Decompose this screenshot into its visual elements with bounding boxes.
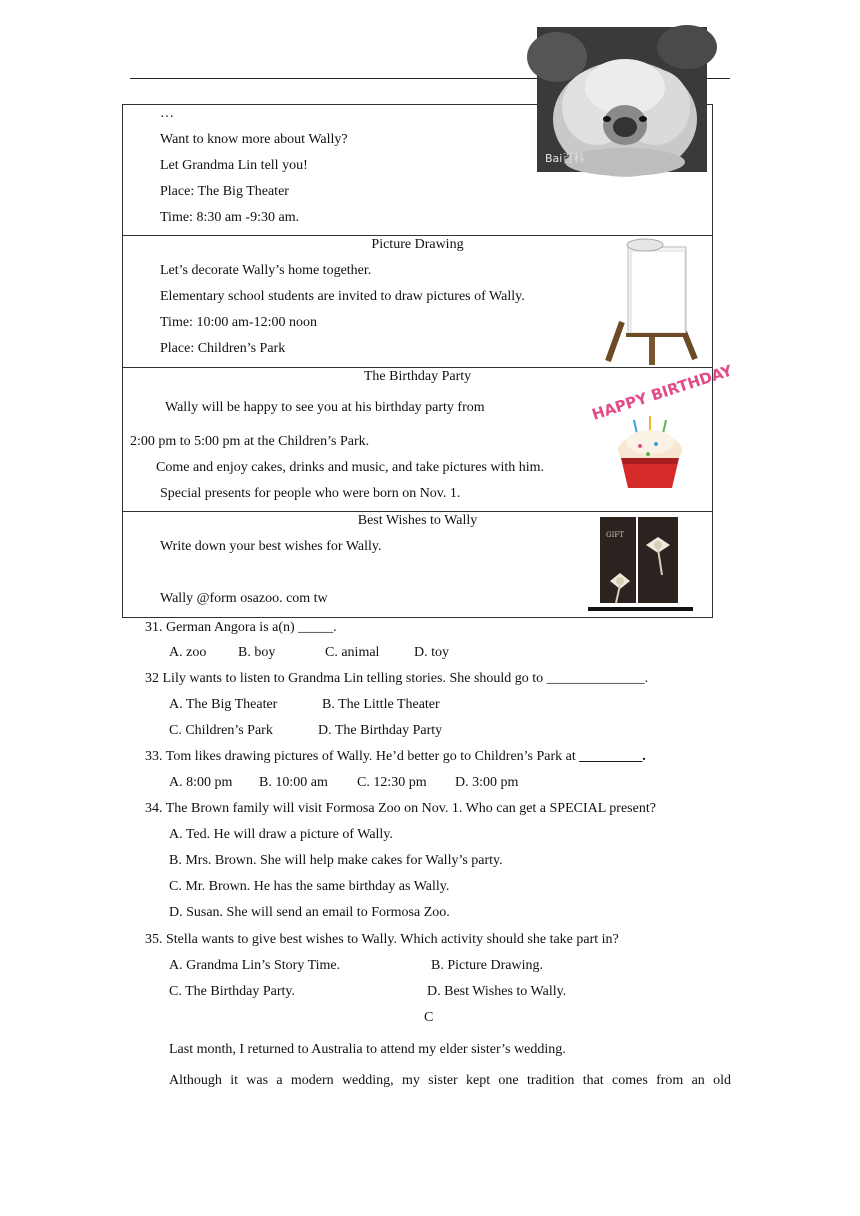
- answer-option: C. animal: [325, 645, 380, 660]
- story-line: Let Grandma Lin tell you!: [160, 158, 308, 173]
- answer-option: B. Mrs. Brown. She will help make cakes for Wally’s party.: [169, 853, 503, 868]
- card-text: GIFT: [606, 531, 624, 539]
- drawing-line: Let’s decorate Wally’s home together.: [160, 263, 372, 278]
- drawing-title: Picture Drawing: [371, 237, 464, 252]
- gift-cards-icon: [588, 515, 693, 613]
- question-31-stem: 31. German Angora is a(n) _____.: [145, 620, 337, 635]
- answer-option: B. The Little Theater: [322, 697, 440, 712]
- question-35-stem: 35. Stella wants to give best wishes to Wally. Which activity should she take part in?: [145, 932, 619, 947]
- answer-option: A. Ted. He will draw a picture of Wally.: [169, 827, 393, 842]
- story-line: Place: The Big Theater: [160, 184, 289, 199]
- wishes-line: Wally @form osazoo. com tw: [160, 591, 328, 606]
- wishes-line: Write down your best wishes for Wally.: [160, 539, 382, 554]
- drawing-line: Time: 10:00 am-12:00 noon: [160, 315, 317, 330]
- passage-paragraph: Last month, I returned to Australia to attend my elder sister’s wedding.: [169, 1042, 566, 1057]
- question-32-stem: 32 Lily wants to listen to Grandma Lin telling stories. She should go to ______________.: [145, 671, 649, 686]
- answer-option: A. zoo: [169, 645, 207, 660]
- birthday-cupcake-icon: [588, 361, 735, 492]
- answer-option: B. Picture Drawing.: [431, 958, 543, 973]
- angora-rabbit-photo: [537, 27, 707, 172]
- answer-option: A. The Big Theater: [169, 697, 278, 712]
- party-line: Come and enjoy cakes, drinks and music, and take pictures with him.: [156, 460, 545, 475]
- section-label-c: C: [424, 1010, 434, 1025]
- answer-option: A. Grandma Lin’s Story Time.: [169, 958, 341, 973]
- answer-option: C. 12:30 pm: [357, 775, 427, 790]
- answer-option: C. The Birthday Party.: [169, 984, 295, 999]
- party-title: The Birthday Party: [363, 369, 472, 384]
- answer-option: D. 3:00 pm: [455, 775, 519, 790]
- wishes-title: Best Wishes to Wally: [357, 513, 478, 528]
- answer-option: D. Best Wishes to Wally.: [427, 984, 567, 999]
- easel-icon: [600, 237, 705, 367]
- answer-option: C. Mr. Brown. He has the same birthday as Wally.: [169, 879, 450, 894]
- drawing-line: Place: Children’s Park: [160, 341, 286, 356]
- question-33-stem: [145, 749, 646, 765]
- drawing-line: Elementary school students are invited to draw pictures of Wally.: [160, 289, 525, 304]
- passage-paragraph: Although it was a modern wedding, my sister kept one tradition that comes from an old: [169, 1073, 731, 1088]
- answer-option: C. Children’s Park: [169, 723, 273, 738]
- answer-blank: _________.: [579, 749, 646, 764]
- answer-option: D. toy: [414, 645, 449, 660]
- question-34-stem: 34. The Brown family will visit Formosa Zoo on Nov. 1. Who can get a SPECIAL present?: [145, 801, 656, 816]
- answer-option: A. 8:00 pm: [169, 775, 233, 790]
- cake-text: HAPPY BIRTHDAY: [589, 361, 735, 424]
- question-33-text: 33. Tom likes drawing pictures of Wally. He’d better go to Children’s Park at: [145, 749, 576, 764]
- story-line: Time: 8:30 am -9:30 am.: [160, 210, 300, 225]
- party-line: Special presents for people who were born on Nov. 1.: [160, 486, 461, 501]
- ellipsis: …: [160, 106, 174, 121]
- answer-option: B. 10:00 am: [259, 775, 328, 790]
- story-line: Want to know more about Wally?: [160, 132, 348, 147]
- answer-option: B. boy: [238, 645, 276, 660]
- answer-option: D. The Birthday Party: [318, 723, 443, 738]
- answer-option: D. Susan. She will send an email to Formosa Zoo.: [169, 905, 450, 920]
- party-line: 2:00 pm to 5:00 pm at the Children’s Park.: [130, 434, 370, 449]
- image-watermark: Bai百科: [545, 152, 585, 165]
- party-line: Wally will be happy to see you at his birthday party from: [165, 400, 485, 415]
